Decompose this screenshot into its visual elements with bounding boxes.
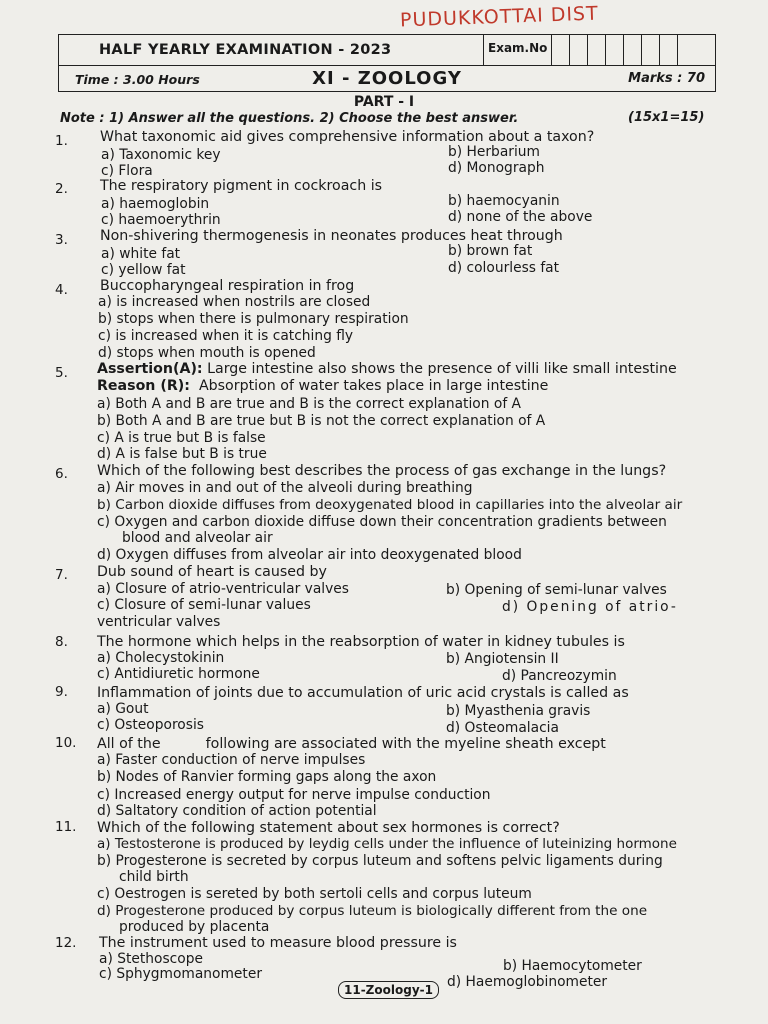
question-number: 12. xyxy=(55,935,77,951)
exam-header xyxy=(58,34,716,92)
option-d: d) A is false but B is true xyxy=(97,446,267,462)
option-d: d) Monograph xyxy=(448,160,545,176)
option-b: b) Angiotensin II xyxy=(446,651,559,667)
exam-number-label: Exam.No xyxy=(483,35,552,65)
question-number: 8. xyxy=(55,634,68,650)
district-stamp: PUDUKKOTTAI DIST xyxy=(399,2,600,32)
reason-label: Reason (R): xyxy=(97,378,190,394)
page-footer-code: 11-Zoology-1 xyxy=(338,981,439,999)
assertion-text: Large intestine also shows the presence of villi like small intestine xyxy=(207,361,677,377)
question-number: 7. xyxy=(55,567,68,583)
exam-number-cell xyxy=(660,35,678,65)
option-c: c) yellow fat xyxy=(101,262,186,278)
option-d: d) Progesterone produced by corpus luteum is biologically different from the one xyxy=(97,903,648,919)
question-text: The instrument used to measure blood pressure is xyxy=(99,935,457,951)
header-row-top xyxy=(59,35,715,66)
question-text: The respiratory pigment in cockroach is xyxy=(100,178,383,194)
option-a: a) Cholecystokinin xyxy=(97,650,225,666)
option-b: b) Nodes of Ranvier forming gaps along the axon xyxy=(97,769,437,785)
question-number: 1. xyxy=(55,133,68,149)
option-d: d) Haemoglobinometer xyxy=(447,974,608,990)
option-d: d) Pancreozymin xyxy=(502,668,617,684)
option-c: c) Increased energy output for nerve impulse conduction xyxy=(97,787,491,803)
question-text: Which of the following statement about sex hormones is correct? xyxy=(97,820,560,836)
question-text: All of the following are associated with the myeline sheath except xyxy=(97,736,606,752)
question-number: 9. xyxy=(55,684,68,700)
question-number: 11. xyxy=(55,819,77,835)
option-a: a) white fat xyxy=(101,246,181,262)
total-marks: Marks : 70 xyxy=(628,71,705,86)
option-a: a) Stethoscope xyxy=(99,951,203,967)
option-b: b) Herbarium xyxy=(448,144,540,160)
option-c: c) Sphygmomanometer xyxy=(99,966,262,982)
exam-number-box xyxy=(483,35,715,65)
part-heading: PART - I xyxy=(353,94,415,110)
question-number: 2. xyxy=(55,181,68,197)
option-d: d) Oxygen diffuses from alveolar air into deoxygenated blood xyxy=(97,547,522,563)
question-text: Non-shivering thermogenesis in neonates produces heat through xyxy=(100,228,563,244)
option-c: c) Oestrogen is sereted by both sertoli cells and corpus luteum xyxy=(97,886,532,902)
exam-number-cell xyxy=(552,35,570,65)
instructions-note: Note : 1) Answer all the questions. 2) Choose the best answer. xyxy=(60,111,519,126)
exam-number-cell xyxy=(642,35,660,65)
question-number: 5. xyxy=(55,365,68,381)
option-c: c) is increased when it is catching fly xyxy=(98,328,354,344)
option-b: b) stops when there is pulmonary respiration xyxy=(98,311,409,327)
reason-line xyxy=(97,378,548,395)
question-text: What taxonomic aid gives comprehensive information about a taxon? xyxy=(100,129,595,145)
option-c: c) A is true but B is false xyxy=(97,430,266,446)
option-a: a) haemoglobin xyxy=(101,196,210,212)
option-d-continued: produced by placenta xyxy=(119,919,270,935)
exam-number-cell xyxy=(588,35,606,65)
assertion-label: Assertion(A): xyxy=(97,361,203,377)
option-c: c) Closure of semi-lunar values xyxy=(97,597,311,613)
option-a: a) Closure of atrio-ventricular valves xyxy=(97,581,349,597)
question-number: 10. xyxy=(55,735,77,751)
option-c-continued: blood and alveolar air xyxy=(122,530,273,546)
option-d: d) stops when mouth is opened xyxy=(98,345,316,361)
option-a: a) Gout xyxy=(97,701,149,717)
option-d: d) colourless fat xyxy=(448,260,560,276)
option-d: d) Opening of atrio- xyxy=(502,599,678,615)
option-b: b) brown fat xyxy=(448,243,533,259)
section-marks: (15x1=15) xyxy=(628,110,705,125)
question-text: Which of the following best describes the process of gas exchange in the lungs? xyxy=(97,463,667,479)
option-d: d) none of the above xyxy=(448,209,593,225)
option-b: b) Opening of semi-lunar valves xyxy=(446,582,667,598)
option-d-continued: ventricular valves xyxy=(97,614,221,630)
question-number: 6. xyxy=(55,466,68,482)
option-d: d) Osteomalacia xyxy=(446,720,559,736)
option-a: a) Air moves in and out of the alveoli during breathing xyxy=(97,480,473,496)
option-c: c) Osteoporosis xyxy=(97,717,204,733)
option-a: a) Faster conduction of nerve impulses xyxy=(97,752,366,768)
option-a: a) Testosterone is produced by leydig cells under the influence of luteinizing hormone xyxy=(97,836,677,852)
question-number: 4. xyxy=(55,282,68,298)
exam-time: Time : 3.00 Hours xyxy=(75,72,200,87)
option-b: b) Myasthenia gravis xyxy=(446,703,591,719)
exam-number-cell xyxy=(624,35,642,65)
option-b: b) Carbon dioxide diffuses from deoxygenated blood in capillaries into the alveolar air xyxy=(97,497,683,513)
exam-title: HALF YEARLY EXAMINATION - 2023 xyxy=(99,42,392,58)
question-text: The hormone which helps in the reabsorption of water in kidney tubules is xyxy=(97,634,625,650)
option-b: b) Progesterone is secreted by corpus luteum and softens pelvic ligaments during xyxy=(97,853,663,869)
option-c: c) haemoerythrin xyxy=(101,212,221,228)
question-number: 3. xyxy=(55,232,68,248)
question-text: Dub sound of heart is caused by xyxy=(97,564,327,580)
option-c: c) Antidiuretic hormone xyxy=(97,666,260,682)
option-c: c) Flora xyxy=(101,163,153,179)
question-text: Buccopharyngeal respiration in frog xyxy=(100,278,355,294)
option-d: d) Saltatory condition of action potential xyxy=(97,803,377,819)
exam-number-cell xyxy=(570,35,588,65)
option-a: a) is increased when nostrils are closed xyxy=(98,294,371,310)
option-a: a) Both A and B are true and B is the correct explanation of A xyxy=(97,396,521,412)
subject-title: XI - ZOOLOGY xyxy=(312,68,462,89)
option-b: b) haemocyanin xyxy=(448,193,560,209)
option-c: c) Oxygen and carbon dioxide diffuse down their concentration gradients between xyxy=(97,514,667,530)
exam-number-cell xyxy=(606,35,624,65)
option-a: a) Taxonomic key xyxy=(101,147,221,163)
option-b: b) Haemocytometer xyxy=(503,958,642,974)
option-b-continued: child birth xyxy=(119,869,189,885)
reason-text: Absorption of water takes place in large intestine xyxy=(198,378,549,394)
question-text: Inflammation of joints due to accumulation of uric acid crystals is called as xyxy=(97,685,629,701)
question-text xyxy=(97,361,677,378)
option-b: b) Both A and B are true but B is not the correct explanation of A xyxy=(97,413,546,429)
